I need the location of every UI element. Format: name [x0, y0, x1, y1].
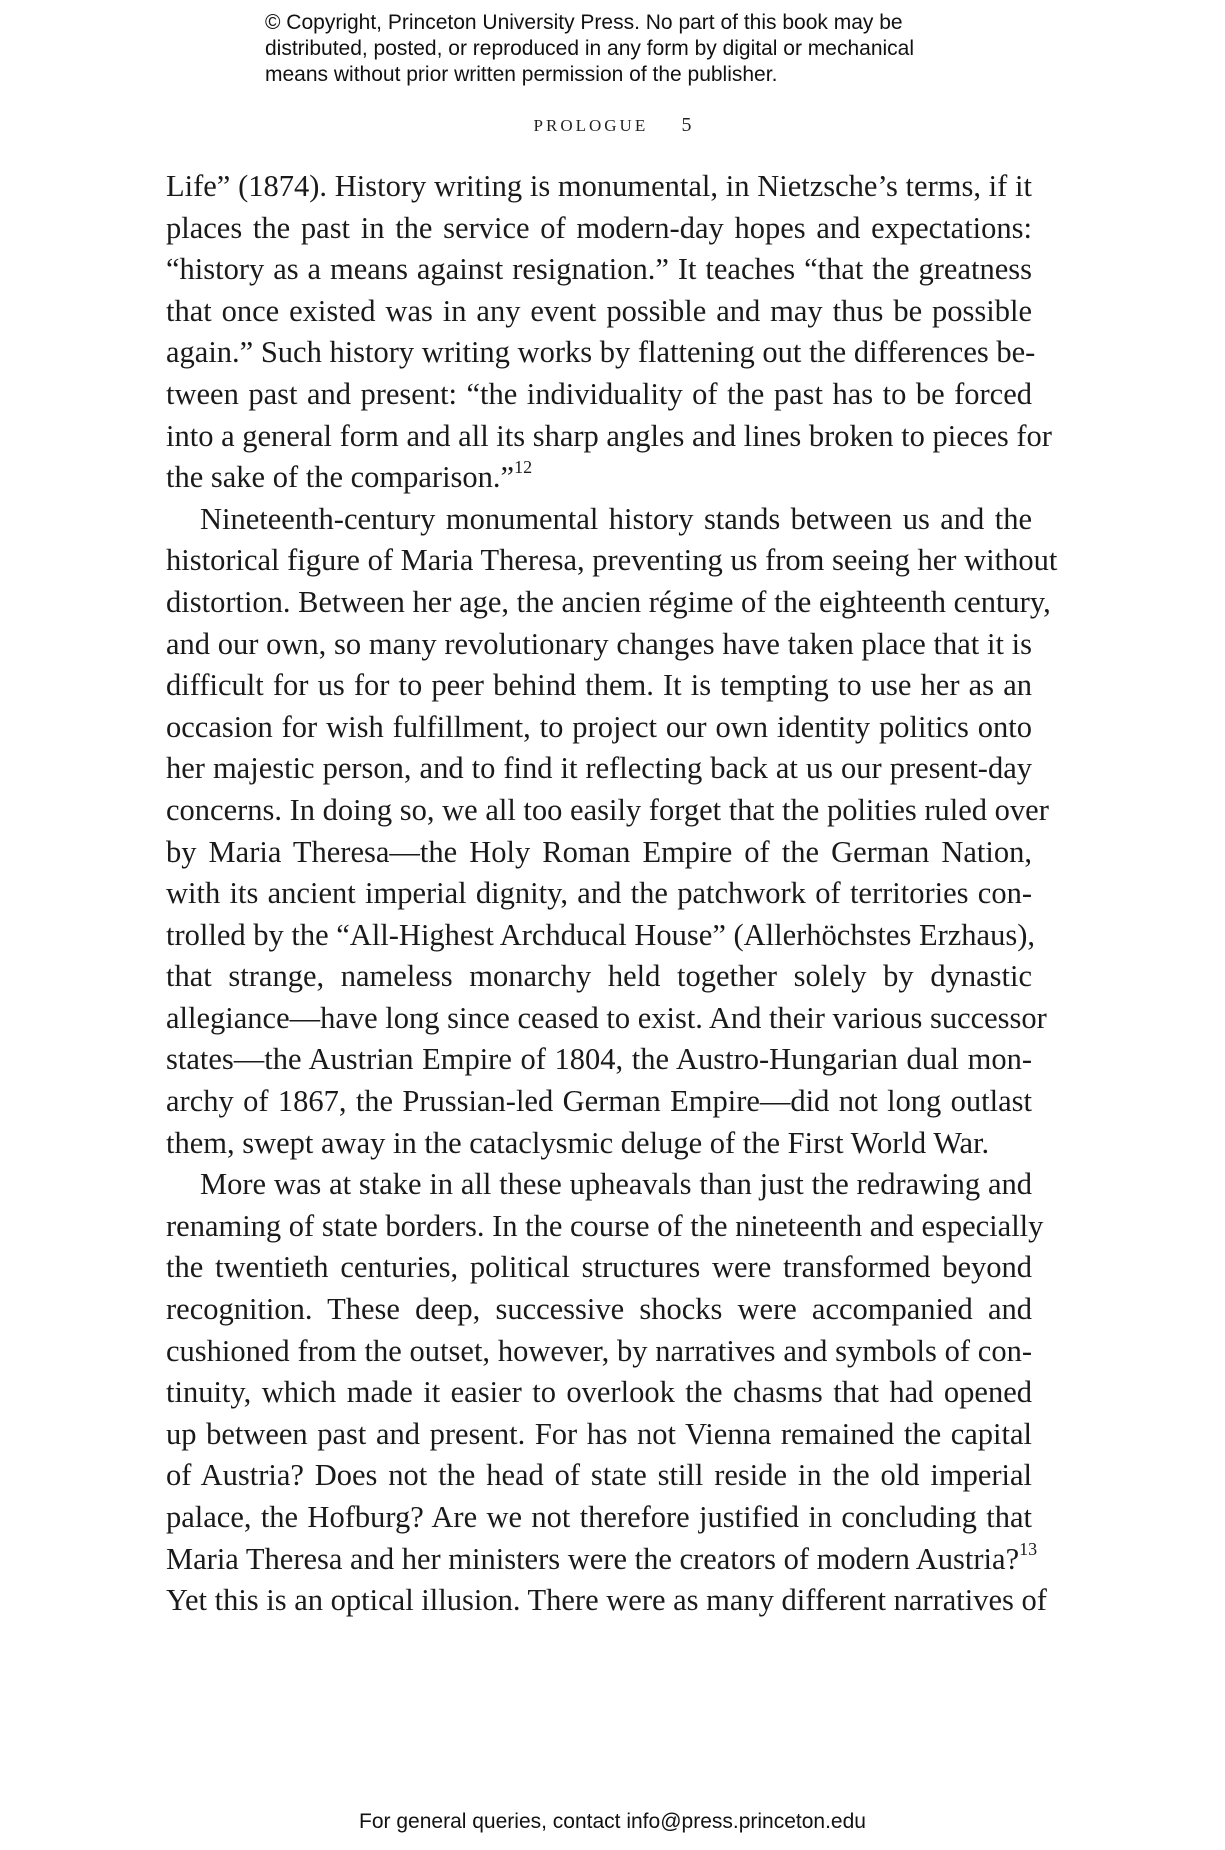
line-text: the sake of the comparison.”	[166, 460, 515, 495]
text-line: Yet this is an optical illusion. There were as many different narratives of	[166, 1583, 1047, 1618]
text-line: that once existed was in any event possible and may thus be possible	[166, 293, 1032, 328]
text-line: allegiance—have long since ceased to exist. And their various successor	[166, 1000, 1047, 1035]
text-line: and our own, so many revolutionary changes have taken place that it is	[166, 626, 1032, 661]
copyright-notice	[265, 10, 1025, 88]
text-line: up between past and present. For has not Vienna remained the capital	[166, 1416, 1032, 1451]
text-line: archy of 1867, the Prussian-led German Empire—did not long outlast	[166, 1084, 1032, 1119]
text-line: “history as a means against resignation.” It teaches “that the greatness	[166, 252, 1032, 287]
text-line: the twentieth centuries, political structures were transformed beyond	[166, 1250, 1032, 1285]
text-line: with its ancient imperial dignity, and the patchwork of territories con-	[166, 876, 1032, 911]
text-line: again.” Such history writing works by flattening out the differences be-	[166, 335, 1036, 370]
text-line: into a general form and all its sharp angles and lines broken to pieces for	[166, 418, 1052, 453]
text-line: Life” (1874). History writing is monumental, in Nietzsche’s terms, if it	[166, 169, 1032, 203]
footer-contact: For general queries, contact info@press.princeton.edu	[359, 1810, 866, 1833]
text-line: tween past and present: “the individuality of the past has to be forced	[166, 376, 1032, 411]
copyright-line: means without prior written permission of the publisher.	[265, 63, 778, 86]
text-line: cushioned from the outset, however, by narratives and symbols of con-	[166, 1333, 1032, 1368]
text-line: trolled by the “All-Highest Archducal House” (Allerhöchstes Erzhaus),	[166, 917, 1035, 952]
text-line: More was at stake in all these upheavals than just the redrawing and	[200, 1167, 1032, 1202]
text-line: by Maria Theresa—the Holy Roman Empire of the German Nation,	[166, 834, 1032, 869]
text-line: renaming of state borders. In the course of the nineteenth and especially	[166, 1208, 1044, 1243]
text-line: distortion. Between her age, the ancien régime of the eighteenth century,	[166, 584, 1051, 619]
text-line: them, swept away in the cataclysmic deluge of the First World War.	[166, 1125, 990, 1160]
text-line: states—the Austrian Empire of 1804, the Austro-Hungarian dual mon-	[166, 1042, 1032, 1077]
text-line: her majestic person, and to find it reflecting back at us our present-day	[166, 751, 1032, 786]
copyright-line: © Copyright, Princeton University Press. No part of this book may be	[265, 11, 903, 34]
running-head	[0, 114, 1225, 137]
footnote-marker[interactable]: 13	[1019, 1538, 1038, 1559]
copyright-line: distributed, posted, or reproduced in any form by digital or mechanical	[265, 37, 915, 60]
text-line: of Austria? Does not the head of state still reside in the old imperial	[166, 1458, 1032, 1493]
text-line: tinuity, which made it easier to overlook the chasms that had opened	[166, 1375, 1032, 1410]
text-line: that strange, nameless monarchy held together solely by dynastic	[166, 959, 1032, 994]
text-line: Nineteenth-century monumental history stands between us and the	[200, 501, 1032, 536]
line-text: Maria Theresa and her ministers were the creators of modern Austria?	[166, 1541, 1020, 1576]
footnote-marker[interactable]: 12	[514, 457, 533, 478]
text-line: recognition. These deep, successive shocks were accompanied and	[166, 1292, 1032, 1327]
chapter-title: PROLOGUE	[533, 116, 649, 135]
text-line	[166, 457, 1032, 499]
text-line: occasion for wish fulfillment, to project our own identity politics onto	[166, 709, 1032, 744]
page-number: 5	[681, 114, 692, 136]
text-line	[166, 1538, 1038, 1581]
text-line: difficult for us for to peer behind them. It is tempting to use her as an	[166, 668, 1032, 703]
body-text	[166, 166, 1058, 1622]
text-line: places the past in the service of modern-day hopes and expectations:	[166, 210, 1032, 245]
text-line: palace, the Hofburg? Are we not therefore justified in concluding that	[166, 1500, 1032, 1534]
text-line: concerns. In doing so, we all too easily forget that the polities ruled over	[166, 792, 1049, 827]
text-line: historical figure of Maria Theresa, preventing us from seeing her without	[166, 543, 1058, 578]
